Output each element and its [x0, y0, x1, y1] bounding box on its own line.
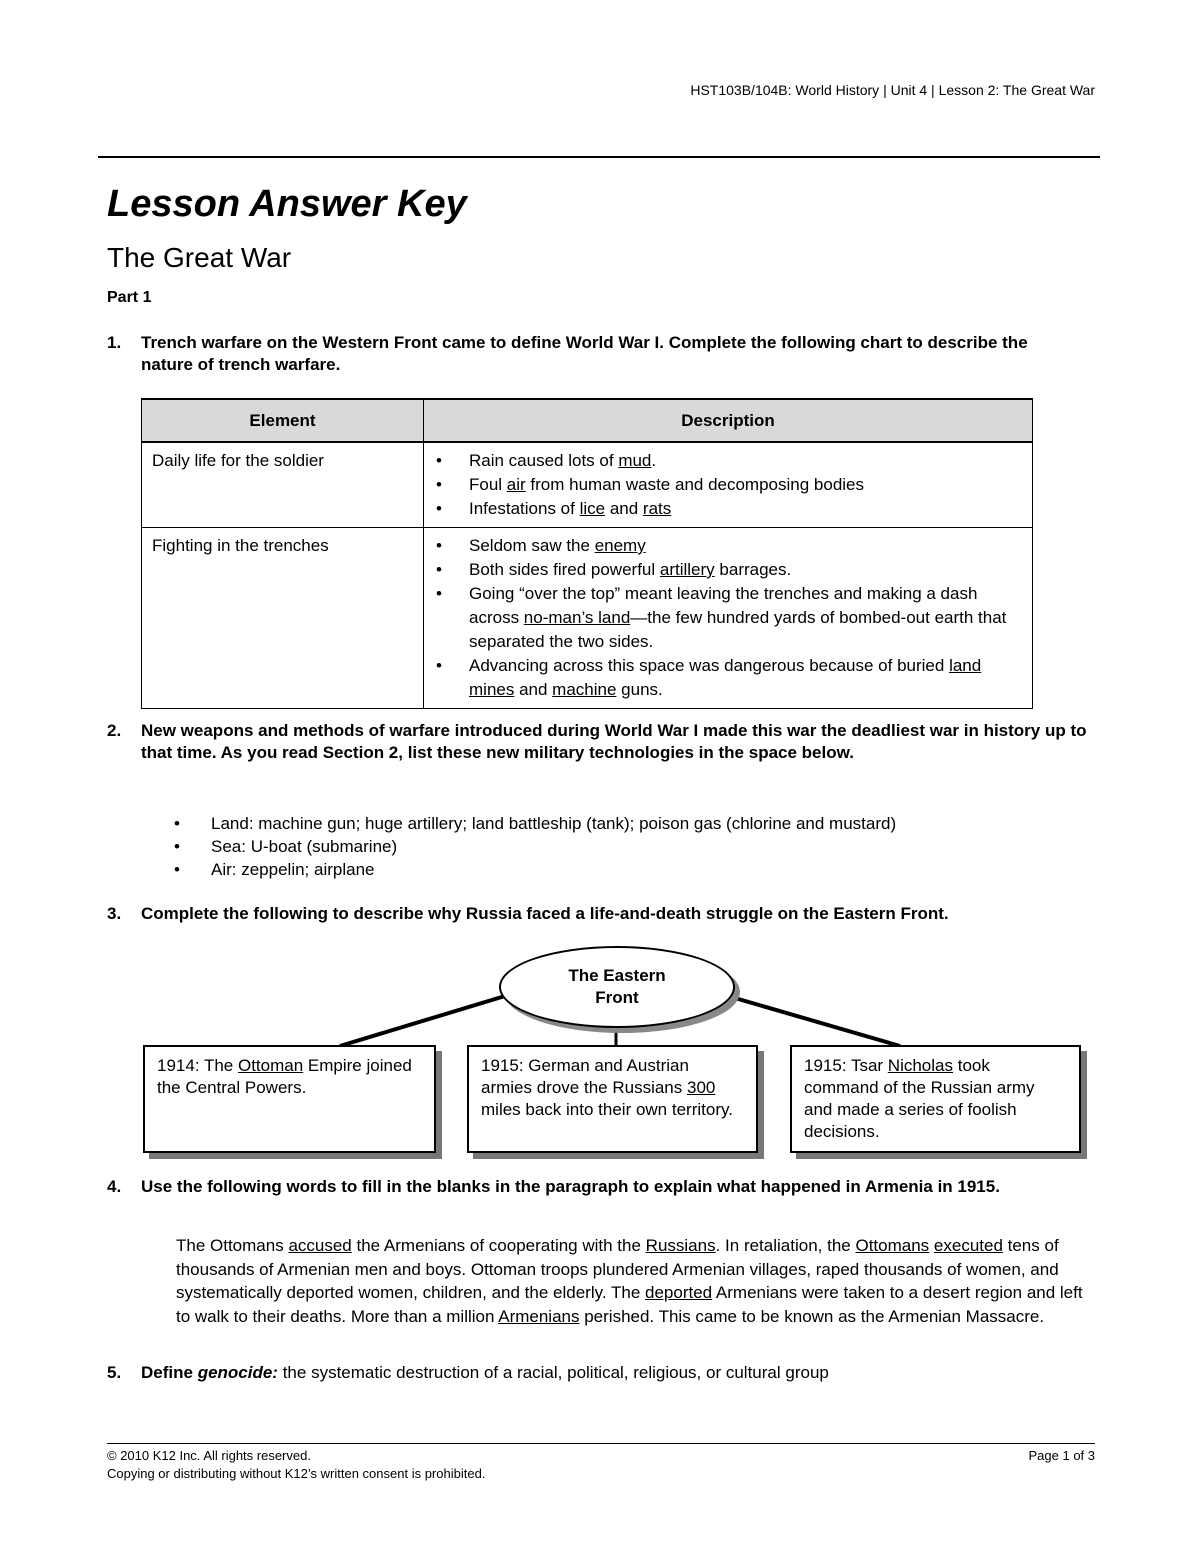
text-segment: Empire joined the Central Powers. [157, 1056, 412, 1097]
question-text: Complete the following to describe why Russia faced a life-and-death struggle on the Eastern Front. [141, 904, 949, 923]
answer-blank: machine [552, 680, 617, 699]
text-segment: Advancing across this space was dangerous because of buried [469, 656, 950, 675]
question-number: 1. [107, 333, 122, 352]
question-4 [107, 1176, 1097, 1198]
text-segment: guns. [616, 680, 663, 699]
text-segment: and [514, 680, 553, 699]
answer-blank: rats [642, 499, 672, 518]
diagram-box-1915-tsar [790, 1045, 1081, 1153]
list-item: • Sea: U-boat (submarine) [172, 835, 896, 858]
running-header: HST103B/104B: World History | Unit 4 | Lesson 2: The Great War [690, 82, 1095, 98]
text-segment: 1915: Tsar [804, 1056, 888, 1075]
text-segment: 1914: The [157, 1056, 238, 1075]
answer-blank: Nicholas [887, 1056, 953, 1075]
answer: the systematic destruction of a racial, political, religious, or cultural group [277, 1363, 829, 1382]
list-item: • Air: zeppelin; airplane [172, 858, 896, 881]
answer-blank: Russians [645, 1236, 716, 1255]
page-title: Lesson Answer Key [107, 183, 467, 225]
text-segment: —the few hundred yards of bombed-out earth that separated the two sides. [469, 608, 1007, 651]
text-segment: tens of thousands of Armenian men and boys. Ottoman troops plundered Armenian villages, raped thousands of women, and systematically deported women, children, and the elderly. The [176, 1236, 1059, 1302]
diagram-box-1915-armies [467, 1045, 758, 1153]
answer-blank: enemy [594, 536, 646, 555]
question-number: 3. [107, 904, 122, 923]
copy-notice: Copying or distributing without K12’s written consent is prohibited. [107, 1466, 486, 1481]
question-5 [107, 1362, 1097, 1384]
connector-line [728, 996, 900, 1046]
page-subtitle: The Great War [107, 242, 292, 273]
answer-blank: mud [618, 451, 652, 470]
answer-blank: Ottomans [855, 1236, 930, 1255]
answer-blank: air [506, 475, 526, 494]
answer-blank: lice [579, 499, 606, 518]
text-segment: Armenians were taken to a desert region and left to walk to their deaths. More than a million [176, 1283, 1083, 1326]
text-segment: Going “over the top” meant leaving the trenches and making a dash across [469, 584, 978, 627]
node-label: The Eastern Front [568, 966, 666, 1007]
text-segment: Rain caused lots of [469, 451, 619, 470]
text-segment: perished. This came to be known as the Armenian Massacre. [579, 1306, 1045, 1326]
term: genocide: [197, 1363, 278, 1382]
text-segment: miles back into their own territory. [481, 1100, 733, 1119]
text-segment: the Armenians of cooperating with the [351, 1236, 646, 1255]
answer-blank: Ottoman [237, 1056, 304, 1075]
answer-blank: no-man’s land [523, 608, 631, 627]
question-number: 4. [107, 1177, 122, 1196]
text-segment: and [605, 499, 643, 518]
text-segment: took command of the Russian army and made a series of foolish decisions. [804, 1056, 1035, 1141]
page-number: Page 1 of 3 [1028, 1448, 1095, 1463]
column-header: Element [142, 399, 424, 442]
answer-blank: Armenians [498, 1306, 580, 1326]
eastern-front-node [499, 946, 735, 1028]
part-heading: Part 1 [107, 289, 152, 306]
answer-blank: artillery [659, 560, 715, 579]
text-segment: The Ottomans [176, 1236, 289, 1255]
question-label: Define [141, 1363, 198, 1382]
list-item: • Land: machine gun; huge artillery; land battleship (tank); poison gas (chlorine and mustard) [172, 812, 896, 835]
answer-blank: 300 [686, 1078, 716, 1097]
answer-blank: accused [288, 1236, 352, 1255]
question-number: 5. [107, 1363, 122, 1382]
diagram-box-1914 [143, 1045, 436, 1153]
footer-rule [107, 1443, 1095, 1444]
question-text: Trench warfare on the Western Front came to define World War I. Complete the following chart to describe the nature of trench warfare. [141, 333, 1028, 374]
question-text: Use the following words to fill in the blanks in the paragraph to explain what happened in Armenia in 1915. [141, 1177, 1000, 1196]
element-cell: Daily life for the soldier [142, 442, 424, 528]
text-segment: Seldom saw the [469, 536, 595, 555]
question-text: New weapons and methods of warfare introduced during World War I made this war the deadliest war in history up to that time. As you read Section 2, list these new military technologies in the space below. [141, 721, 1087, 762]
text-segment: 1915: German and Austrian armies drove the Russians [481, 1056, 689, 1097]
armenia-paragraph [176, 1234, 1096, 1328]
question-number: 2. [107, 721, 122, 740]
connector-line [340, 996, 505, 1046]
answer-blank: deported [645, 1283, 713, 1302]
text-segment: Both sides fired powerful [469, 560, 660, 579]
text-segment: barrages. [714, 560, 792, 579]
text-segment: Foul [469, 475, 507, 494]
text-segment: . [651, 451, 657, 470]
text-segment: Infestations of [469, 499, 580, 518]
answer-blank: executed [933, 1236, 1003, 1255]
text-segment: from human waste and decomposing bodies [525, 475, 865, 494]
answer-blank: land mines [469, 656, 982, 699]
copyright: © 2010 K12 Inc. All rights reserved. [107, 1448, 311, 1463]
element-cell: Fighting in the trenches [142, 528, 424, 709]
text-segment: . In retaliation, the [715, 1236, 856, 1255]
column-header: Description [424, 399, 1033, 442]
